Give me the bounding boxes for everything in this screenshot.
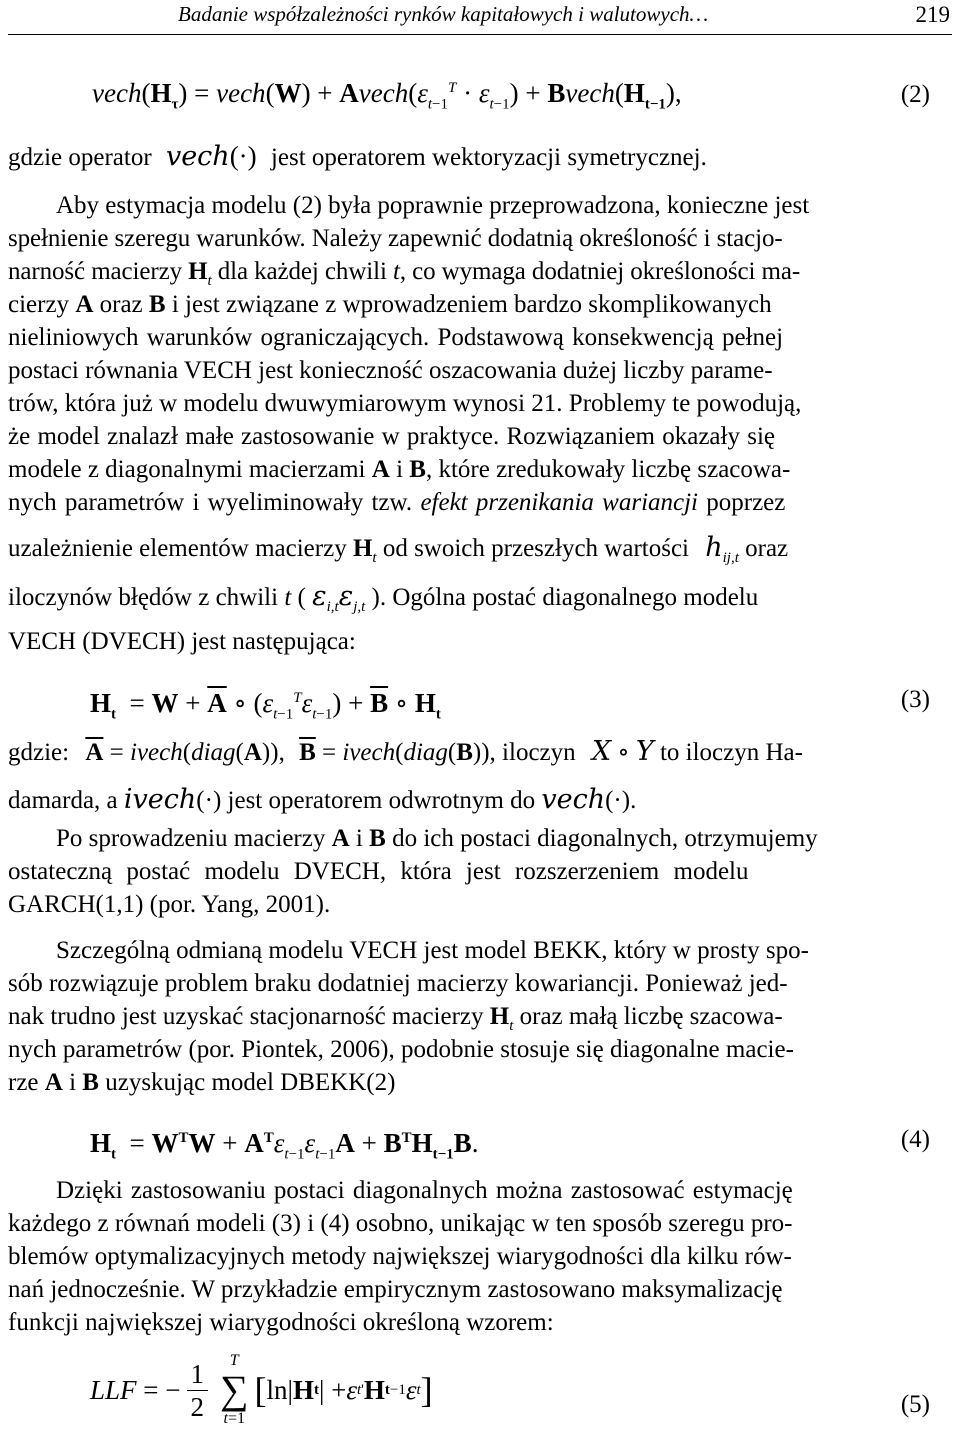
running-header-title: Badanie współzależności rynków kapitałowych i walutowych… <box>178 2 709 26</box>
equation-5-number: (5) <box>900 1391 930 1418</box>
para3-line4: nych parametrów (por. Piontek, 2006), podobnie stosuje się diagonalne macie- <box>8 1036 794 1063</box>
para4-line3: blemów optymalizacyjnych metody największej wiarygodności dla kilku rów- <box>8 1243 792 1270</box>
para3-line2: sób rozwiązuje problem braku dodatniej macierzy kowariancji. Ponieważ jed- <box>8 970 788 997</box>
equation-4-number: (4) <box>900 1126 930 1153</box>
para1-line10: nych parametrów i wyeliminowały tzw. efekt przenikania wariancji poprzez <box>8 489 786 516</box>
para2-line3: GARCH(1,1) (por. Yang, 2001). <box>8 891 331 918</box>
para1-line2: spełnienie szeregu warunków. Należy zapewnić dodatnią określoność i stacjo- <box>8 225 783 252</box>
para1-line7: trów, która już w modelu dwuwymiarowym wynosi 21. Problemy te powodują, <box>8 390 802 417</box>
equation-2: $vech(H_\tau)$ = vech(W) + $Avech(\varepsilon_{t-1}^T \cdot \varepsilon_{t-1})$ + $Bvech(H_{t-1})$, <box>92 78 682 113</box>
para1-line6: postaci równania VECH jest konieczność oszacowania dużej liczby parame- <box>8 357 773 384</box>
operator-definition: gdzie operator vech(·) jest operatorem wektoryzacji symetrycznej. <box>8 141 707 172</box>
para1-line13: VECH (DVECH) jest następująca: <box>8 628 356 655</box>
para4-line4: nań jednocześnie. W przykładzie empirycznym zastosowano maksymalizację <box>8 1276 783 1303</box>
para1-line9: modele z diagonalnymi macierzami A i B, które zredukowały liczbę szacowa- <box>8 456 791 483</box>
para3-line1: Szczególną odmianą modelu VECH jest model BEKK, który w prosty spo- <box>56 937 809 964</box>
para2-line1: Po sprowadzeniu macierzy A i B do ich postaci diagonalnych, otrzymujemy <box>56 825 818 852</box>
page-number: 219 <box>915 2 950 27</box>
para3-line3: nak trudno jest uzyskać stacjonarność macierzy $H_t$ oraz małą liczbę szacowa- <box>8 1003 783 1034</box>
equation-4: $H_t = W^TW + A^T\varepsilon_{t-1}\varepsilon_{t-1}A + B^TH_{t-1}B$. <box>90 1128 479 1163</box>
equation-3: $H_t = W + \overline{A}$ ∘ $(\varepsilon_{t-1}^T\varepsilon_{t-1}) + \overline{B}$ ∘ $H_t$ <box>90 688 441 723</box>
equation-3-number: (3) <box>900 686 930 713</box>
para4-line2: każdego z równań modeli (3) i (4) osobno, unikając w ten sposób szeregu pro- <box>8 1210 793 1237</box>
para4-line5: funkcji największej wiarygodności określoną wzorem: <box>8 1309 554 1336</box>
where-eq3-line1: gdzie: $\overline{A}$ = ivech(diag(A)), $\overline{B}$ = ivech(diag(B)), iloczyn X ∘ Y to iloczyn Ha- <box>8 736 803 767</box>
para1-line4: cierzy A oraz B i jest związane z wprowadzeniem bardzo skomplikowanych <box>8 291 772 318</box>
para1-line3: narność macierzy $H_t$ dla każdej chwili t, co wymaga dodatniej określoności ma- <box>8 258 801 289</box>
para1-line1: Aby estymacja modelu (2) była poprawnie przeprowadzona, konieczne jest <box>56 192 810 219</box>
para1-line11: uzależnienie elementów macierzy $H_t$ od swoich przeszłych wartości $h_{ij,t}$ oraz <box>8 532 789 566</box>
para1-line12: iloczynów błędów z chwili t ( $\varepsilon_{i,t}\varepsilon_{j,t}$ ). Ogólna postać diagonalnego modelu <box>8 581 759 615</box>
equation-5: LLF = − 1 2 T ∑ t=1 [ ln| H t | + ε t ' H t −1 ε t ] <box>90 1352 433 1427</box>
equation-2-number: (2) <box>900 81 930 108</box>
para3-line5: rze A i B uzyskując model DBEKK(2) <box>8 1069 396 1096</box>
header-rule <box>8 34 952 35</box>
para1-line5: nieliniowych warunków ograniczających. Podstawową konsekwencją pełnej <box>8 324 784 351</box>
para1-line8: że model znalazł małe zastosowanie w praktyce. Rozwiązaniem okazały się <box>8 423 775 450</box>
para4-line1: Dzięki zastosowaniu postaci diagonalnych można zastosować estymację <box>56 1177 793 1204</box>
para2-line2: ostateczną postać modelu DVECH, która jest rozszerzeniem modelu <box>8 858 749 885</box>
where-eq3-line2: damarda, a ivech(·) jest operatorem odwrotnym do vech(·). <box>8 784 637 815</box>
